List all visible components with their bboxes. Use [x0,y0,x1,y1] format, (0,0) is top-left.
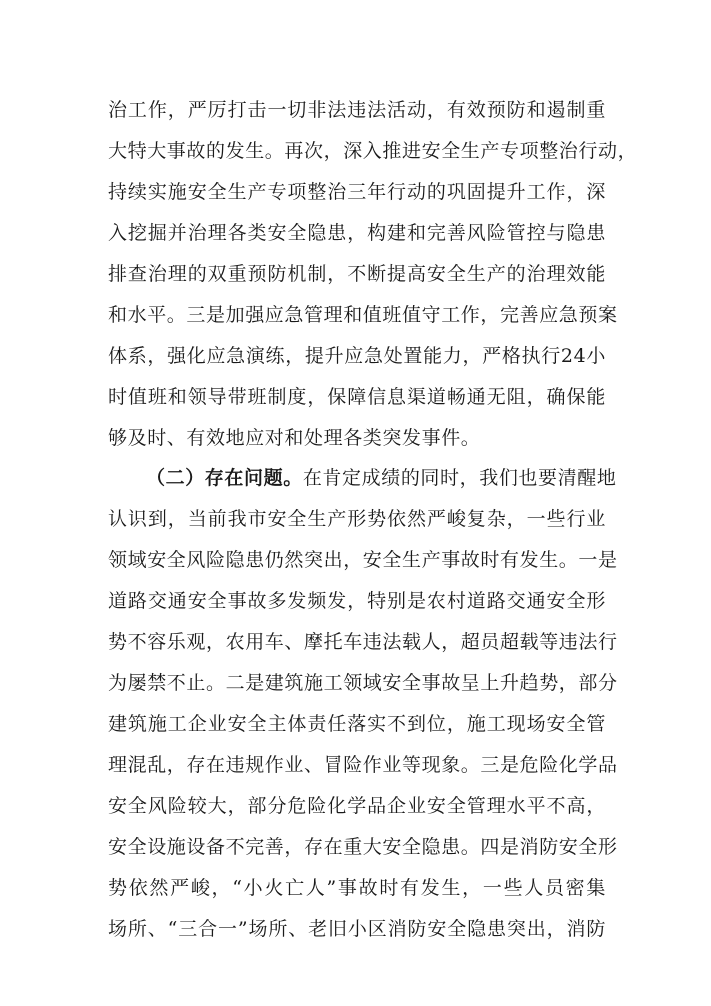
paragraph-2-line-10: 安全设施设备不完善，存在重大安全隐患。四是消防安全形 [108,836,618,858]
paragraph-1-line-8: 时值班和领导带班制度，保障信息渠道畅通无阻，确保能 [108,386,606,408]
paragraph-1-line-2: 大特大事故的发生。再次，深入推进安全生产专项整治行动， [108,140,638,162]
paragraph-2-line-5: 势不容乐观，农用车、摩托车违法载人，超员超载等违法行 [108,631,618,653]
paragraph-2-line-2: 认识到，当前我市安全生产形势依然严峻复杂，一些行业 [108,508,606,530]
paragraph-1-line-9: 够及时、有效地应对和处理各类突发事件。 [108,427,481,449]
section-heading: （二）存在问题。 [146,467,303,489]
paragraph-1-line-3: 持续实施安全生产专项整治三年行动的巩固提升工作，深 [108,181,606,203]
paragraph-1-line-1: 治工作，严厉打击一切非法违法活动，有效预防和遏制重 [108,99,606,121]
paragraph-2-line-11: 势依然严峻，“小火亡人”事故时有发生，一些人员密集 [108,877,606,899]
paragraph-2-line-1-text: 在肯定成绩的同时，我们也要清醒地 [302,467,617,489]
paragraph-2-line-7: 建筑施工企业安全主体责任落实不到位，施工现场安全管 [108,713,606,735]
paragraph-2-line-4: 道路交通安全事故多发频发，特别是农村道路交通安全形 [108,590,606,612]
paragraph-2-line-6: 为屡禁不止。二是建筑施工领域安全事故呈上升趋势，部分 [108,672,618,694]
paragraph-1-line-4: 入挖掘并治理各类安全隐患，构建和完善风险管控与隐患 [108,222,606,244]
paragraph-2-line-3: 领域安全风险隐患仍然突出，安全生产事故时有发生。一是 [108,549,618,571]
paragraph-2-line-12: 场所、“三合一”场所、老旧小区消防安全隐患突出，消防 [108,918,606,940]
paragraph-1-line-5: 排查治理的双重预防机制，不断提高安全生产的治理效能 [108,263,606,285]
paragraph-2-line-8: 理混乱，存在违规作业、冒险作业等现象。三是危险化学品 [108,754,618,776]
paragraph-2-line-1 [146,461,617,495]
paragraph-1-line-7: 体系，强化应急演练，提升应急处置能力，严格执行24小 [108,345,606,367]
paragraph-2-line-9: 安全风险较大，部分危险化学品企业安全管理水平不高， [108,795,606,817]
paragraph-1-line-6: 和水平。三是加强应急管理和值班值守工作，完善应急预案 [108,304,618,326]
